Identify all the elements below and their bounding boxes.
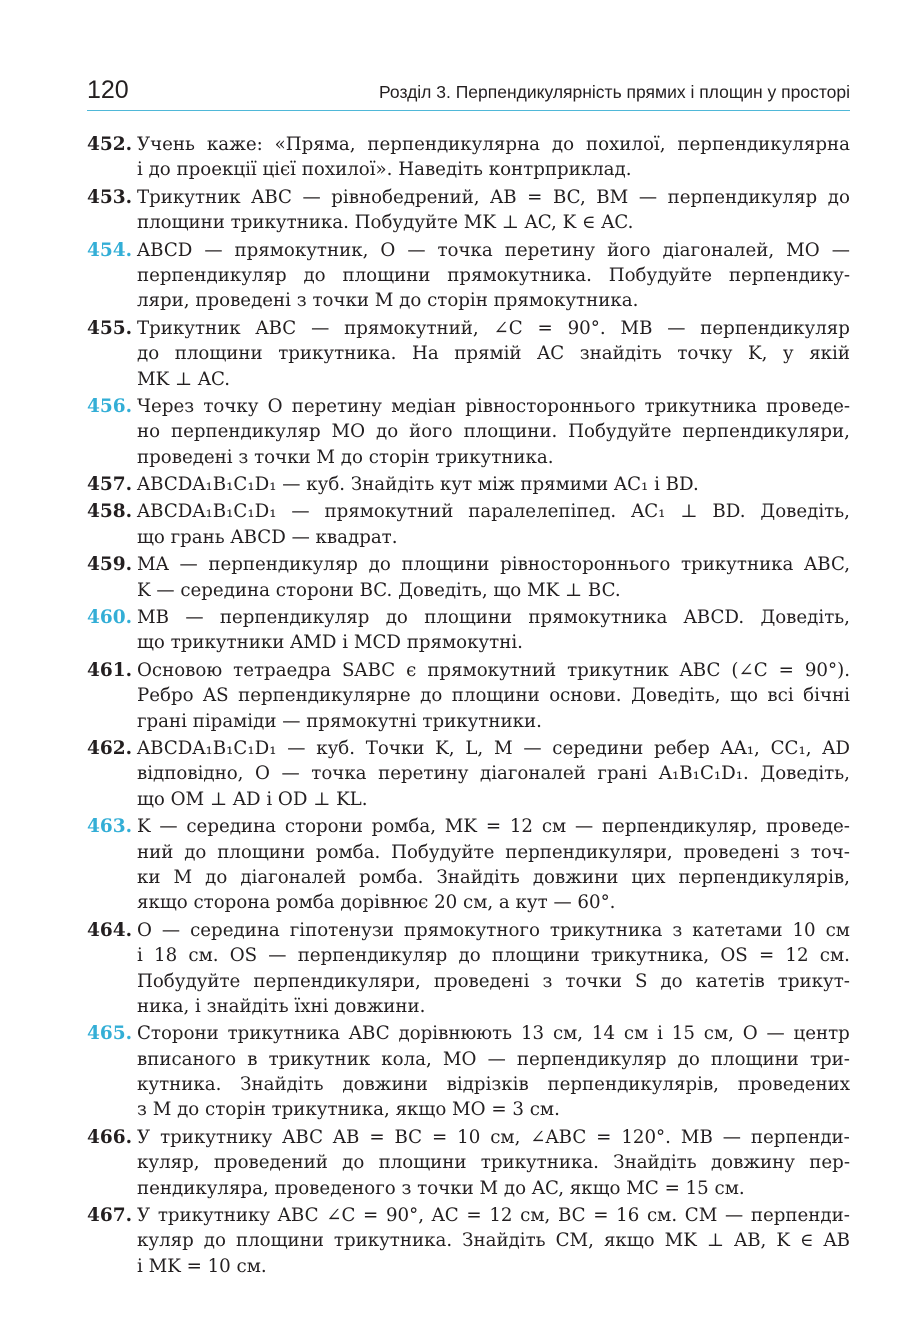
problem-number: 460. (87, 607, 133, 629)
problem-line: Побудуйте перпендикуляри, проведені з точки S до катетів трикут- (137, 970, 850, 992)
problem-number: 463. (87, 816, 133, 838)
problem-text (137, 605, 850, 656)
problem-list (87, 132, 850, 1281)
problem-number: 464. (87, 919, 133, 941)
problem-item (87, 472, 850, 497)
problem-line: площини трикутника. Побудуйте MK ⊥ AC, K ∈ AC. (137, 212, 634, 234)
problem-line: Через точку O перетину медіан рівностороннього трикутника проведе- (137, 395, 850, 417)
problem-number: 467. (87, 1205, 133, 1227)
problem-number: 453. (87, 186, 133, 208)
problem-item (87, 1125, 850, 1201)
problem-line: MA — перпендикуляр до площини рівностороннього трикутника ABC, (137, 554, 850, 576)
problem-line: У трикутнику ABC ∠C = 90°, AC = 12 см, BC = 16 см. CM — перпенди- (137, 1205, 850, 1227)
problem-line: K — середина сторони BC. Доведіть, що MK ⊥ BC. (137, 579, 621, 601)
problem-line: відповідно, O — точка перетину діагоналей грані A₁B₁C₁D₁. Доведіть, (137, 763, 850, 785)
problem-text (137, 658, 850, 734)
problem-line: ника, і знайдіть їхні довжини. (137, 995, 426, 1017)
problem-item (87, 132, 850, 183)
problem-line: вписаного в трикутник кола, MO — перпендикуляр до площини три- (137, 1048, 850, 1070)
problem-text (137, 918, 850, 1020)
problem-line: ABCDA₁B₁C₁D₁ — куб. Точки K, L, M — середини ребер AA₁, CC₁, AD (137, 738, 850, 759)
problem-line: MB — перпендикуляр до площини прямокутника ABCD. Доведіть, (137, 607, 850, 629)
problem-line: що трикутники AMD і MCD прямокутні. (137, 632, 523, 654)
problem-item (87, 658, 850, 734)
problem-line: грані піраміди — прямокутні трикутники. (137, 710, 542, 732)
problem-text (137, 316, 850, 392)
problem-item (87, 814, 850, 916)
problem-number: 466. (87, 1126, 133, 1148)
problem-line: K — середина сторони ромба, MK = 12 см — перпендикуляр, проведе- (137, 816, 850, 838)
problem-item (87, 1203, 850, 1279)
problem-line: ABCDA₁B₁C₁D₁ — куб. Знайдіть кут між прямими AC₁ і BD. (137, 474, 699, 496)
problem-text (137, 132, 850, 183)
problem-number: 455. (87, 317, 133, 339)
problem-line: но перпендикуляр MO до його площини. Побудуйте перпендикуляри, (137, 421, 850, 443)
problem-line: Трикутник ABC — прямокутний, ∠C = 90°. MB — перпендикуляр (137, 317, 850, 339)
problem-line: ний до площини ромба. Побудуйте перпендикуляри, проведені з точ- (137, 841, 850, 863)
problem-line: що OM ⊥ AD і OD ⊥ KL. (137, 788, 368, 810)
problem-line: пендикуляра, проведеного з точки M до AC, якщо MC = 15 см. (137, 1177, 745, 1199)
problem-line: і до проекції цієї похилої». Наведіть контрприклад. (137, 159, 632, 181)
problem-line: куляр до площини трикутника. Знайдіть CM, якщо MK ⊥ AB, K ∈ AB (137, 1230, 850, 1252)
problem-item (87, 238, 850, 314)
problem-text (137, 1203, 850, 1279)
problem-line: Учень каже: «Пряма, перпендикулярна до похилої, перпендикулярна (137, 134, 850, 155)
problem-line: ABCD — прямокутник, O — точка перетину його діагоналей, MO — (137, 239, 850, 261)
problem-text (137, 499, 850, 550)
problem-item (87, 316, 850, 392)
problem-number: 454. (87, 239, 133, 261)
problem-text (137, 185, 850, 236)
problem-text (137, 1021, 850, 1123)
problem-item (87, 605, 850, 656)
problem-text (137, 472, 850, 497)
problem-line: MK ⊥ AC. (137, 368, 231, 390)
problem-item (87, 499, 850, 550)
problem-line: ляри, проведені з точки M до сторін прямокутника. (137, 290, 639, 312)
problem-text (137, 394, 850, 470)
problem-line: Сторони трикутника ABC дорівнюють 13 см, 14 см і 15 см, O — центр (137, 1023, 850, 1045)
problem-line: і MK = 10 см. (137, 1255, 267, 1277)
problem-number: 456. (87, 395, 133, 417)
problem-line: проведені з точки M до сторін трикутника. (137, 446, 554, 468)
problem-number: 459. (87, 554, 133, 576)
problem-number: 458. (87, 501, 133, 523)
problem-item (87, 552, 850, 603)
problem-number: 457. (87, 474, 133, 496)
problem-text (137, 736, 850, 812)
problem-line: до площини трикутника. На прямій AC знайдіть точку K, у якій (137, 343, 850, 365)
problem-line: Ребро AS перпендикулярне до площини основи. Доведіть, що всі бічні (137, 685, 850, 707)
problem-number: 452. (87, 134, 133, 155)
problem-line: ки M до діагоналей ромба. Знайдіть довжини цих перпендикулярів, (137, 866, 850, 888)
problem-text (137, 814, 850, 916)
problem-item (87, 918, 850, 1020)
problem-line: Основою тетраедра SABC є прямокутний трикутник ABC (∠C = 90°). (137, 659, 850, 681)
problem-line: якщо сторона ромба дорівнює 20 см, а кут — 60°. (137, 892, 616, 914)
problem-line: кутника. Знайдіть довжини відрізків перпендикулярів, проведених (137, 1074, 850, 1096)
problem-line: що грань ABCD — квадрат. (137, 526, 398, 548)
page-header (87, 74, 850, 111)
problem-item (87, 736, 850, 812)
problem-number: 462. (87, 738, 133, 759)
page-number: 120 (87, 76, 129, 104)
problem-number: 465. (87, 1023, 133, 1045)
problem-item (87, 185, 850, 236)
problem-line: Трикутник ABC — рівнобедрений, AB = BC, BM — перпендикуляр до (137, 186, 850, 208)
problem-line: ABCDA₁B₁C₁D₁ — прямокутний паралелепіпед. AC₁ ⊥ BD. Доведіть, (137, 501, 850, 523)
problem-line: і 18 см. OS — перпендикуляр до площини трикутника, OS = 12 см. (137, 945, 850, 967)
problem-text (137, 238, 850, 314)
problem-text (137, 1125, 850, 1201)
problem-item (87, 394, 850, 470)
problem-number: 461. (87, 659, 133, 681)
problem-item (87, 1021, 850, 1123)
problem-text (137, 552, 850, 603)
problem-line: з M до сторін трикутника, якщо MO = 3 см. (137, 1099, 560, 1121)
chapter-title: Розділ 3. Перпендикулярність прямих і площин у просторі (379, 82, 850, 102)
problem-line: O — середина гіпотенузи прямокутного трикутника з катетами 10 см (137, 919, 850, 941)
problem-line: куляр, проведений до площини трикутника. Знайдіть довжину пер- (137, 1152, 850, 1174)
problem-line: перпендикуляр до площини прямокутника. Побудуйте перпендику- (137, 264, 850, 286)
problem-line: У трикутнику ABC AB = BC = 10 см, ∠ABC = 120°. MB — перпенди- (137, 1126, 850, 1148)
